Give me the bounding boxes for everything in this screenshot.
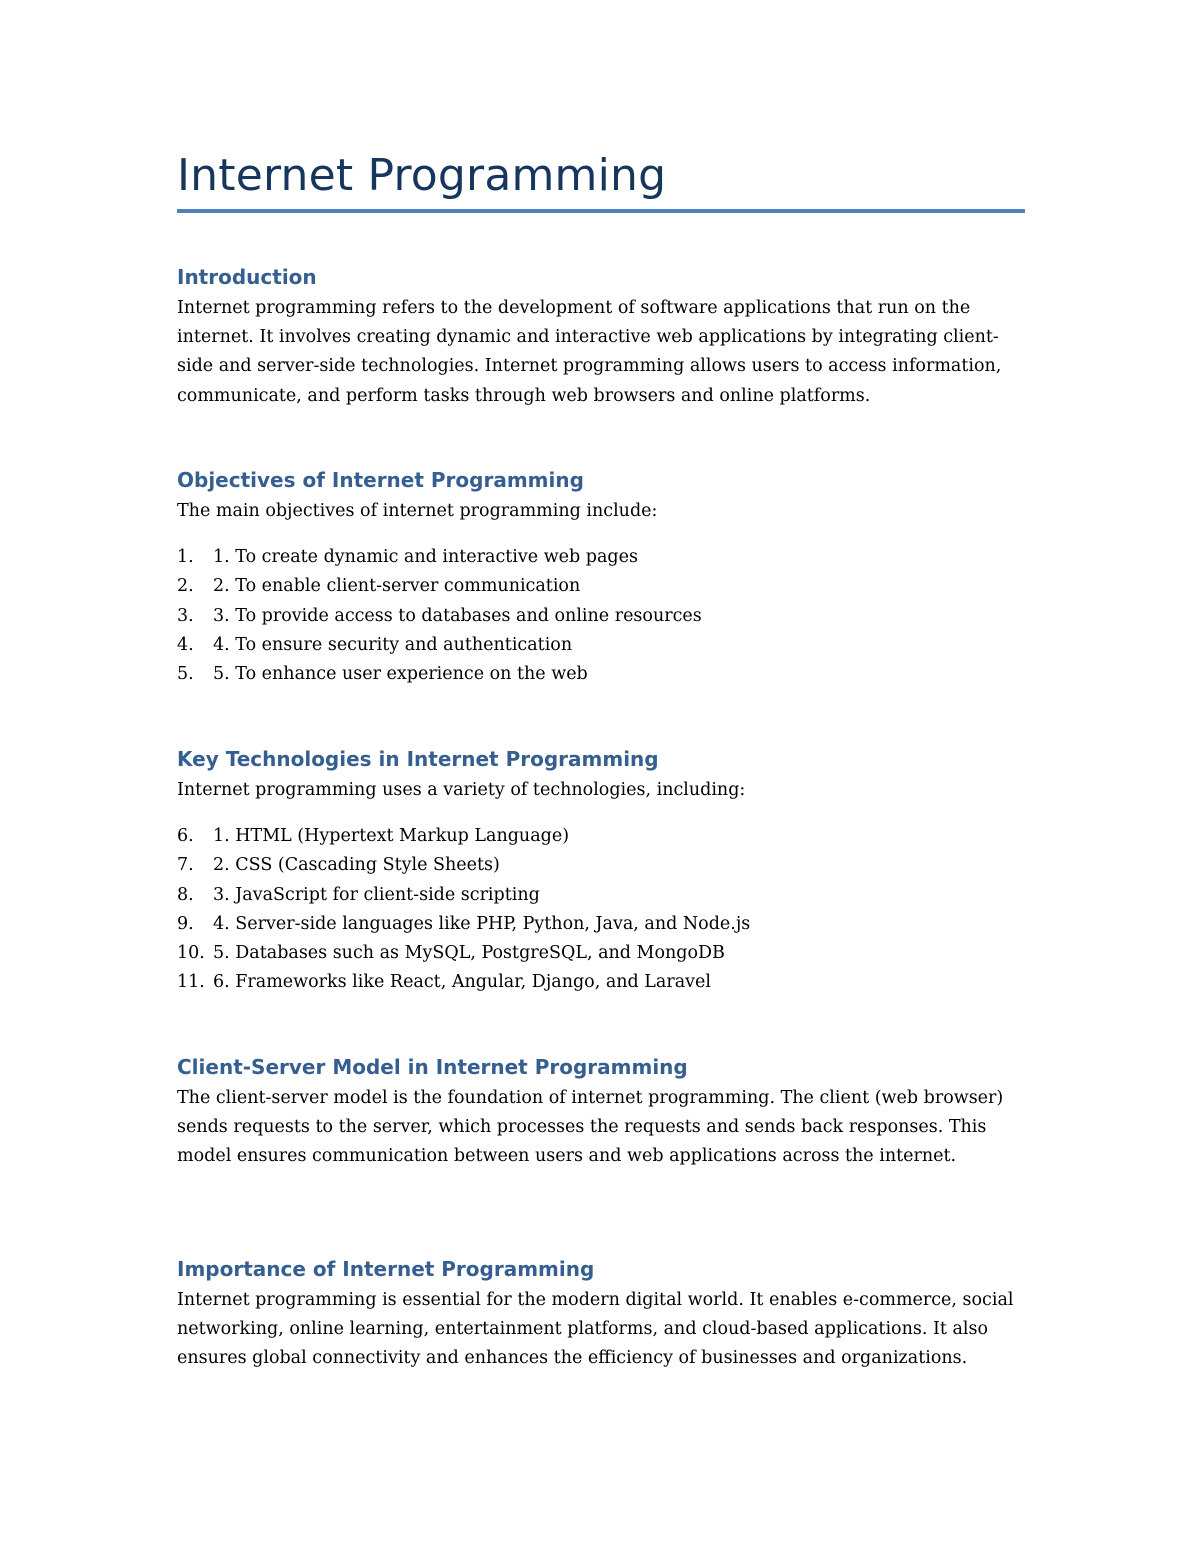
list-item	[177, 572, 1025, 601]
section-client-server-model	[177, 1052, 1025, 1172]
section-heading: Objectives of Internet Programming	[177, 468, 584, 492]
list-item-text: 1. HTML (Hypertext Markup Language)	[213, 826, 570, 847]
list-item-number: 11.	[177, 972, 205, 993]
list-item	[177, 968, 1025, 997]
section-paragraph: The client-server model is the foundation of internet programming. The client (web browser) sends requests to the server, which processes the requests and sends back responses. This model ensures communication between users and web applications across the internet.	[177, 1088, 1004, 1167]
list-item-text: 5. Databases such as MySQL, PostgreSQL, and MongoDB	[213, 943, 725, 964]
list-item	[177, 822, 1025, 851]
list-item-number: 10.	[177, 943, 205, 964]
list-item	[177, 543, 1025, 572]
section-heading: Client-Server Model in Internet Programming	[177, 1055, 688, 1079]
list-item-text: 3. To provide access to databases and online resources	[213, 605, 702, 626]
document-title: Internet Programming	[177, 150, 667, 201]
list-item-number: 3.	[177, 605, 194, 626]
list-item	[177, 851, 1025, 880]
objectives-list	[177, 543, 1025, 689]
section-introduction	[177, 262, 1025, 411]
list-item-text: 6. Frameworks like React, Angular, Django, and Laravel	[213, 972, 711, 993]
list-item	[177, 660, 1025, 689]
list-item-text: 5. To enhance user experience on the web	[213, 664, 588, 685]
section-paragraph: Internet programming uses a variety of technologies, including:	[177, 780, 746, 800]
title-underline-rule	[177, 209, 1025, 213]
list-item-text: 1. To create dynamic and interactive web pages	[213, 547, 638, 568]
list-item-number: 6.	[177, 826, 194, 847]
list-item-number: 5.	[177, 664, 194, 685]
list-item-number: 4.	[177, 634, 194, 655]
section-heading: Introduction	[177, 265, 317, 289]
list-item-text: 3. JavaScript for client-side scripting	[213, 884, 540, 905]
list-item-number: 1.	[177, 547, 194, 568]
section-importance	[177, 1254, 1025, 1374]
list-item-text: 2. To enable client-server communication	[213, 576, 581, 597]
section-heading: Key Technologies in Internet Programming	[177, 747, 659, 771]
section-objectives	[177, 465, 1025, 689]
list-item-text: 2. CSS (Cascading Style Sheets)	[213, 855, 500, 876]
list-item-number: 8.	[177, 884, 194, 905]
list-item-text: 4. To ensure security and authentication	[213, 634, 573, 655]
section-paragraph: Internet programming refers to the development of software applications that run on the internet. It involves creating dynamic and interactive web applications by integrating client-side and server-side technologies. Internet programming allows users to access information, communicate, and perform tasks through web browsers and online platforms.	[177, 298, 1002, 406]
list-item	[177, 631, 1025, 660]
technologies-list	[177, 822, 1025, 997]
section-paragraph: Internet programming is essential for the modern digital world. It enables e-commerce, social networking, online learning, entertainment platforms, and cloud-based applications. It also ensures global connectivity and enhances the efficiency of businesses and organizations.	[177, 1290, 1014, 1369]
list-item-number: 2.	[177, 576, 194, 597]
list-item-number: 7.	[177, 855, 194, 876]
section-heading: Importance of Internet Programming	[177, 1257, 595, 1281]
list-item	[177, 939, 1025, 968]
list-item-number: 9.	[177, 913, 194, 934]
list-item	[177, 910, 1025, 939]
list-item	[177, 881, 1025, 910]
list-item-text: 4. Server-side languages like PHP, Python, Java, and Node.js	[213, 913, 751, 934]
section-paragraph: The main objectives of internet programming include:	[177, 501, 658, 521]
section-key-technologies	[177, 744, 1025, 997]
list-item	[177, 602, 1025, 631]
